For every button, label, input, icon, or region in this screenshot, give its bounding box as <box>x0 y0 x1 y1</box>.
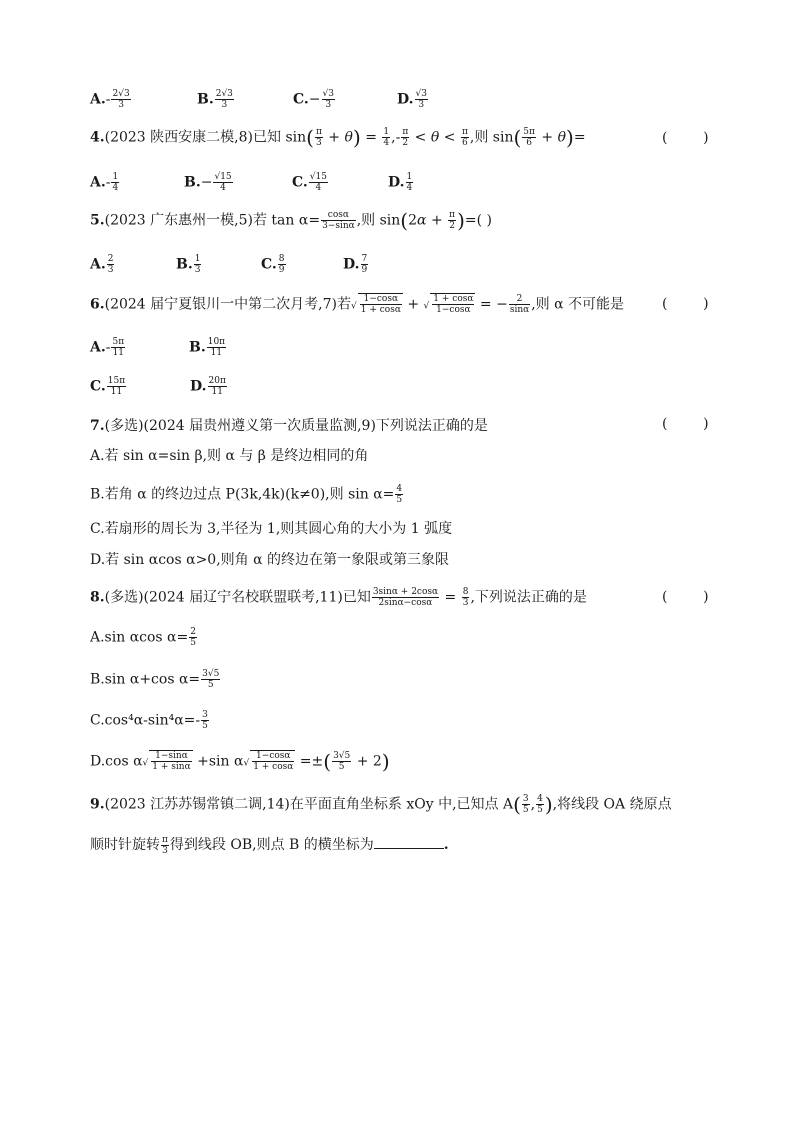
q4-option-d[interactable]: D. $\frac{1}{4}$ <box>388 172 413 193</box>
q6-option-d[interactable]: D. $\frac{20\pi}{11}$ <box>190 376 226 397</box>
q8-stem: 8.(多选)(2024 届辽宁名校联盟联考,11)已知 $\frac{3\sin\alpha + 2\cos\alpha}{2\sin\alpha-\cos\alpha}$ = $\frac{8}{3}$ ,下列说法正确的是 <box>90 587 587 608</box>
q9-answer-blank[interactable] <box>374 834 444 849</box>
q5-option-b[interactable]: B. $\frac{1}{3}$ <box>176 254 201 275</box>
q4-stem: 4.(2023 陕西安康二模,8)已知 sin( $\frac{\pi}{3}$ + θ) = $\frac{1}{4}$ ,- $\frac{\pi}{2}$ < θ < $\frac{\pi}{6}$ ,则 sin( $\frac{5\pi}{6}$ + θ)= <box>90 125 586 150</box>
q4-option-a[interactable]: A.- $\frac{1}{4}$ <box>90 172 119 193</box>
q8-answer-paren: ( ) <box>662 589 709 605</box>
q6-option-c[interactable]: C. $\frac{15\pi}{11}$ <box>90 376 126 397</box>
q8-option-c[interactable]: C.cos⁴α-sin⁴α=- $\frac{3}{5}$ <box>90 710 208 731</box>
q6-option-a[interactable]: A.- $\frac{5\pi}{11}$ <box>90 337 125 358</box>
q3-option-a[interactable]: A.- $\frac{2√3}{3}$ <box>90 89 130 110</box>
q7-answer-paren: ( ) <box>662 416 709 432</box>
q9-stem-line1: 9.(2023 江苏苏锡常镇二调,14)在平面直角坐标系 xOy 中,已知点 A( $\frac{3}{5}$ , $\frac{4}{5}$ ),将线段 OA 绕原点 <box>90 792 672 817</box>
q9-stem-line2: 顺时针旋转 $\frac{\pi}{3}$ 得到线段 OB,则点 B 的横坐标为 . <box>90 834 449 856</box>
q5-stem: 5.(2023 广东惠州一模,5)若 tan α= $\frac{\cos\alpha}{3-\sin\alpha}$ ,则 sin(2α + $\frac{\pi}{2}$ )=( ) <box>90 208 492 233</box>
q3-option-c[interactable]: C.− $\frac{√3}{3}$ <box>293 89 334 110</box>
q8-option-b[interactable]: B.sin α+cos α= $\frac{3√5}{5}$ <box>90 669 220 690</box>
q7-option-c[interactable]: C.若扇形的周长为 3,半径为 1,则其圆心角的大小为 1 弧度 <box>90 521 453 537</box>
q7-option-d[interactable]: D.若 sin αcos α>0,则角 α 的终边在第一象限或第三象限 <box>90 552 450 568</box>
q4-option-b[interactable]: B.− $\frac{√15}{4}$ <box>184 172 232 193</box>
q6-option-b[interactable]: B. $\frac{10\pi}{11}$ <box>189 337 226 358</box>
q8-option-d[interactable]: D.cos α√ $\frac{1-\sin\alpha}{1 + \sin\alpha}$ +sin α√ $\frac{1-\cos\alpha}{1 + \cos\alpha}$ =±( $\frac{3√5}{5}$ + 2) <box>90 749 390 774</box>
q7-option-a[interactable]: A.若 sin α=sin β,则 α 与 β 是终边相同的角 <box>90 448 369 464</box>
q5-option-c[interactable]: C. $\frac{8}{9}$ <box>261 254 285 275</box>
q8-option-a[interactable]: A.sin αcos α= $\frac{2}{5}$ <box>90 627 196 648</box>
q7-stem: 7.(多选)(2024 届贵州遵义第一次质量监测,9)下列说法正确的是 <box>90 418 488 434</box>
q5-option-d[interactable]: D. $\frac{7}{9}$ <box>343 254 368 275</box>
q6-stem: 6.(2024 届宁夏银川一中第二次月考,7)若√ $\frac{1-\cos\alpha}{1 + \cos\alpha}$ + √ $\frac{1 + \cos\alpha}{1-\cos\alpha}$ = − $\frac{2}{\sin\alpha}$ ,则 α 不可能是 <box>90 294 625 315</box>
q4-answer-paren: ( ) <box>662 130 709 146</box>
q6-answer-paren: ( ) <box>662 296 709 312</box>
q3-option-d[interactable]: D. $\frac{√3}{3}$ <box>397 89 427 110</box>
q5-option-a[interactable]: A. $\frac{2}{3}$ <box>90 254 114 275</box>
q7-option-b[interactable]: B.若角 α 的终边过点 P(3k,4k)(k≠0),则 sin α= $\frac{4}{5}$ <box>90 484 403 505</box>
q4-option-c[interactable]: C. $\frac{√15}{4}$ <box>292 172 327 193</box>
q3-option-b[interactable]: B. $\frac{2√3}{3}$ <box>197 89 233 110</box>
